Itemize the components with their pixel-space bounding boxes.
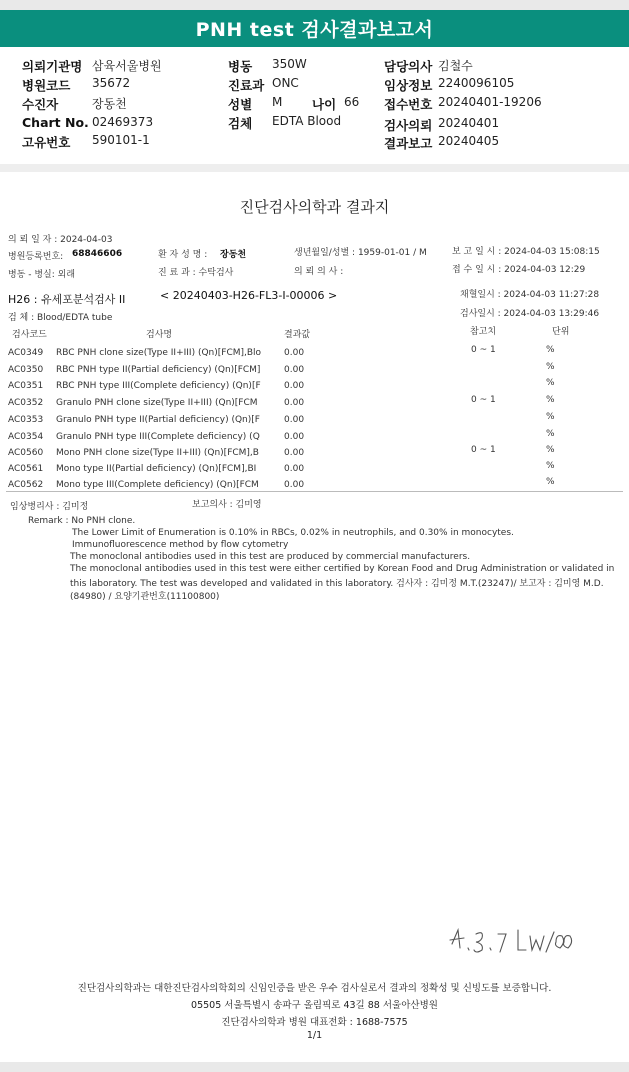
value-sex: M	[272, 95, 283, 109]
row-reference: 0 ~ 1	[471, 395, 496, 405]
patient-info-block	[0, 55, 629, 155]
value-patient: 장동천	[92, 97, 127, 111]
row-code: AC0349	[8, 348, 44, 358]
ward-room: 병동 - 병실: 외래	[8, 270, 76, 280]
row-unit: %	[546, 345, 555, 355]
lab-report-page	[0, 172, 629, 1062]
col-header-code: 검사코드	[12, 330, 47, 340]
value-hospital-code: 35672	[92, 76, 131, 90]
receipt-time: 접 수 일 시 : 2024-04-03 12:29	[452, 265, 586, 275]
value-attending-doctor: 김철수	[438, 59, 473, 73]
value-department: ONC	[272, 76, 299, 90]
label-ward: 병동	[228, 59, 253, 74]
row-result: 0.00	[284, 365, 305, 375]
footer-address: 05505 서울특별시 송파구 올림픽로 43길 88 서울아산병원	[191, 1000, 438, 1011]
col-header-ref: 참고치	[470, 327, 497, 337]
row-unit: %	[546, 429, 555, 439]
label-attending-doctor: 담당의사	[384, 59, 433, 74]
reg-no-label: 병원등록번호:	[8, 252, 64, 262]
row-code: AC0561	[8, 464, 44, 474]
col-header-name: 검사명	[146, 330, 173, 340]
remark-line-2: The Lower Limit of Enumeration is 0.10% in RBCs, 0.02% in neutrophils, and 0.30% in monocytes.	[72, 528, 514, 538]
label-age: 나이	[312, 97, 337, 112]
row-code: AC0353	[8, 415, 44, 425]
row-unit: %	[546, 477, 555, 487]
requesting-doctor: 의 뢰 의 사 :	[294, 267, 344, 277]
remark-line-4: The monoclonal antibodies used in this test are produced by commercial manufacturers.	[70, 552, 471, 562]
value-chart-no: 02469373	[92, 115, 154, 129]
label-sex: 성별	[228, 97, 253, 112]
col-header-result: 결과값	[284, 330, 311, 340]
row-test-name: Granulo PNH type III(Complete deficiency) (Q	[56, 432, 260, 442]
label-requesting-institution: 의뢰기관명	[22, 59, 83, 74]
collect-time: 채혈일시 : 2024-04-03 11:27:28	[460, 290, 600, 300]
row-test-name: Mono type II(Partial deficiency) (Qn)[FCM],BI	[56, 464, 257, 474]
label-specimen: 검체	[228, 116, 253, 131]
remark-line-1: Remark : No PNH clone.	[28, 516, 136, 526]
row-test-name: Mono type III(Complete deficiency) (Qn)[FCM	[56, 480, 259, 490]
dept: 진 료 과 : 수탁검사	[158, 268, 234, 278]
row-test-name: Mono PNH clone size(Type II+III) (Qn)[FCM],B	[56, 448, 259, 458]
row-result: 0.00	[284, 480, 305, 490]
remark-line-5: The monoclonal antibodies used in this test were either certified by Korean Food and Drug Administration or validated in	[70, 564, 615, 574]
value-result-report: 20240405	[438, 134, 500, 148]
row-code: AC0351	[8, 381, 44, 391]
reporting-doctor: 보고의사 : 김미영	[192, 500, 262, 510]
value-age: 66	[344, 95, 360, 109]
label-unique-id: 고유번호	[22, 135, 71, 150]
value-clinical-info: 2240096105	[438, 76, 515, 90]
value-requesting-institution: 삼육서울병원	[92, 59, 162, 73]
handwritten-annotation	[446, 924, 576, 958]
report-time: 보 고 일 시 : 2024-04-03 15:08:15	[452, 247, 600, 257]
row-test-name: RBC PNH type II(Partial deficiency) (Qn)[FCM]	[56, 365, 261, 375]
row-test-name: RBC PNH clone size(Type II+III) (Qn)[FCM],Blo	[56, 348, 262, 358]
reg-no: 68846606	[72, 249, 123, 259]
row-code: AC0352	[8, 398, 44, 408]
row-unit: %	[546, 445, 555, 455]
col-header-unit: 단위	[552, 327, 570, 337]
row-unit: %	[546, 362, 555, 372]
bottom-strip	[0, 1062, 629, 1072]
row-code: AC0560	[8, 448, 44, 458]
remark-line-6: this laboratory. The test was developed and validated in this laboratory. 검사자 : 김미정 M.T.(23247)/ 보고자 : 김미영 M.D.	[70, 579, 604, 589]
value-specimen: EDTA Blood	[272, 114, 342, 128]
section-divider	[0, 164, 629, 172]
patient-name: 장동천	[220, 250, 247, 260]
label-clinical-info: 임상정보	[384, 78, 433, 93]
top-strip	[0, 0, 629, 10]
table-bottom-rule	[6, 491, 623, 492]
row-unit: %	[546, 412, 555, 422]
row-unit: %	[546, 461, 555, 471]
label-test-request: 검사의뢰	[384, 118, 433, 133]
value-test-request: 20240401	[438, 116, 500, 130]
row-unit: %	[546, 378, 555, 388]
row-reference: 0 ~ 1	[471, 445, 496, 455]
value-unique-id: 590101-1	[92, 133, 150, 147]
birth-sex: 생년월일/성별 : 1959-01-01 / M	[294, 248, 427, 258]
accession-no: < 20240403-H26-FL3-I-00006 >	[160, 289, 338, 302]
row-reference: 0 ~ 1	[471, 345, 496, 355]
row-result: 0.00	[284, 398, 305, 408]
remark-line-7: (84980) / 요양기관번호(11100800)	[70, 592, 220, 602]
remark-line-3: Immunofluorescence method by flow cytometry	[72, 540, 289, 550]
row-result: 0.00	[284, 348, 305, 358]
label-result-report: 결과보고	[384, 136, 433, 151]
row-result: 0.00	[284, 381, 305, 391]
row-result: 0.00	[284, 448, 305, 458]
request-date: 의 뢰 일 자 : 2024-04-03	[8, 235, 113, 245]
row-unit: %	[546, 395, 555, 405]
patient-name-label: 환 자 성 명 :	[158, 250, 208, 260]
label-receipt-no: 접수번호	[384, 97, 433, 112]
row-test-name: RBC PNH type III(Complete deficiency) (Qn)[F	[56, 381, 261, 391]
row-code: AC0354	[8, 432, 44, 442]
row-test-name: Granulo PNH type II(Partial deficiency) (Qn)[F	[56, 415, 260, 425]
row-code: AC0562	[8, 480, 44, 490]
report-header-title: PNH test 검사결과보고서	[0, 10, 629, 47]
footer-contact: 진단검사의학과 병원 대표전화 : 1688-7575	[221, 1017, 408, 1028]
row-result: 0.00	[284, 432, 305, 442]
footer-certification: 진단검사의학과는 대한진단검사의학회의 신임인증을 받은 우수 검사실로서 결과의 정확성 및 신빙도를 보증합니다.	[77, 983, 552, 994]
value-receipt-no: 20240401-19206	[438, 95, 542, 109]
row-code: AC0350	[8, 365, 44, 375]
test-name: H26 : 유세포분석검사 II	[8, 293, 126, 306]
exam-time: 검사일시 : 2024-04-03 13:29:46	[460, 309, 600, 319]
specimen: 검 체 : Blood/EDTA tube	[8, 313, 113, 323]
page-number: 1/1	[306, 1030, 323, 1041]
label-chart-no: Chart No.	[22, 115, 89, 130]
label-department: 진료과	[228, 78, 265, 93]
row-result: 0.00	[284, 464, 305, 474]
report-title: 진단검사의학과 결과지	[239, 198, 390, 216]
label-patient: 수진자	[22, 97, 59, 112]
row-test-name: Granulo PNH clone size(Type II+III) (Qn)[FCM	[56, 398, 258, 408]
clinical-pathologist: 임상병리사 : 김미정	[10, 502, 89, 512]
value-ward: 350W	[272, 57, 307, 71]
label-hospital-code: 병원코드	[22, 78, 71, 93]
row-result: 0.00	[284, 415, 305, 425]
